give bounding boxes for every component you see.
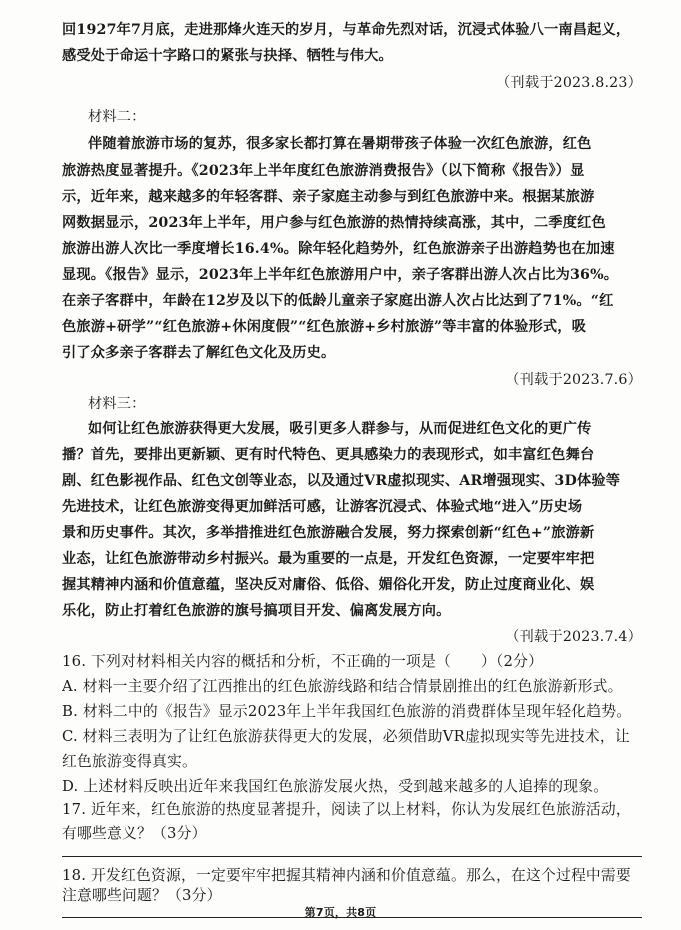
m3-line: 播？首先，要排出更新颖、更有时代特色、更具感染力的表现形式，如丰富红色舞台 <box>62 447 595 463</box>
q17-line-2: 有哪些意义？（3分） <box>62 825 207 842</box>
m2-line: 显现。《报告》显示，2023年上半年红色旅游用户中，亲子客群出游人次占比为36%。 <box>62 267 619 283</box>
m2-line: 引了众多亲子客群去了解红色文化及历史。 <box>62 345 336 361</box>
q16-option-b: B. 材料二中的《报告》显示2023年上半年我国红色旅游的消费群体呈现年轻化趋势。 <box>62 703 632 720</box>
page-footer: 第7页，共8页 <box>304 906 377 919</box>
m3-line: 剧、红色影视作品、红色文创等业态，以及通过VR虚拟现实、AR增强现实、3D体验等 <box>62 473 621 489</box>
m1-source: （刊载于2023.8.23） <box>496 75 642 91</box>
q16-option-c: C. 材料三表明为了让红色旅游获得更大的发展，必须借助VR虚拟现实等先进技术，让 <box>62 728 630 745</box>
m2-source: （刊载于2023.7.6） <box>505 372 642 388</box>
m2-line: 色旅游+研学”“红色旅游+休闲度假”“红色旅游+乡村旅游”等丰富的体验形式，吸 <box>62 319 587 335</box>
m2-line: 旅游热度显著提升。《2023年上半年度红色旅游消费报告》（以下简称《报告》）显 <box>62 163 585 179</box>
q16-option-c-cont: 红色旅游变得真实。 <box>62 753 197 770</box>
m2-line: 旅游出游人次比一季度增长16.4%。除年轻化趋势外，红色旅游亲子出游趋势也在加速 <box>62 241 615 257</box>
q17-answer-line[interactable] <box>62 856 642 857</box>
m2-heading: 材料二： <box>88 109 146 125</box>
m3-line: 先进技术，让红色旅游变得更加鲜活可感，让游客沉浸式、体验式地“进入”历史场 <box>62 499 583 515</box>
q16-option-d: D. 上述材料反映出近年来我国红色旅游发展火热，受到越来越多的人追捧的现象。 <box>62 778 609 795</box>
q17-line-1: 17. 近年来，红色旅游的热度显著提升，阅读了以上材料，你认为发展红色旅游活动， <box>62 801 631 818</box>
m2-line: 在亲子客群中，年龄在12岁及以下的低龄儿童亲子家庭出游人次占比达到了71%。“红 <box>62 293 614 309</box>
m2-line: 示，近年来，越来越多的年轻客群、亲子家庭主动参与到红色旅游中来。根据某旅游 <box>62 189 595 205</box>
q18-line-1: 18. 开发红色资源，一定要牢牢把握其精神内涵和价值意蕴。那么，在这个过程中需要 <box>62 867 631 884</box>
q16-option-a: A. 材料一主要介绍了江西推出的红色旅游线路和结合情景剧推出的红色旅游新形式。 <box>62 678 623 695</box>
m3-line: 握其精神内涵和价值意蕴，坚决反对庸俗、低俗、媚俗化开发，防止过度商业化、娱 <box>62 577 595 593</box>
m2-line: 网数据显示，2023年上半年，用户参与红色旅游的热情持续高涨，其中，二季度红色 <box>62 215 606 231</box>
m3-line: 如何让红色旅游获得更大发展，吸引更多人群参与，从而促进红色文化的更广传 <box>88 421 592 437</box>
m3-line: 乐化，防止打着红色旅游的旗号搞项目开发、偏离发展方向。 <box>62 603 451 619</box>
m3-source: （刊载于2023.7.4） <box>505 629 642 645</box>
m3-heading: 材料三： <box>88 396 146 412</box>
m3-line: 景和历史事件。其次，多举措推进红色旅游融合发展，努力探索创新“红色+”旅游新 <box>62 525 595 541</box>
m2-line: 伴随着旅游市场的复苏，很多家长都打算在暑期带孩子体验一次红色旅游，红色 <box>88 136 592 152</box>
m3-line: 业态，让红色旅游带动乡村振兴。最为重要的一点是，开发红色资源，一定要牢牢把 <box>62 551 595 567</box>
q16-stem: 16. 下列对材料相关内容的概括和分析，不正确的一项是（ ）（2分） <box>62 653 544 670</box>
q18-line-2: 注意哪些问题？（3分） <box>62 887 222 904</box>
m1-line-1: 回1927年7月底，走进那烽火连天的岁月，与革命先烈对话，沉浸式体验八一南昌起义， <box>62 22 631 38</box>
m1-line-2: 感受处于命运十字路口的紧张与抉择、牺牲与伟大。 <box>62 48 393 64</box>
